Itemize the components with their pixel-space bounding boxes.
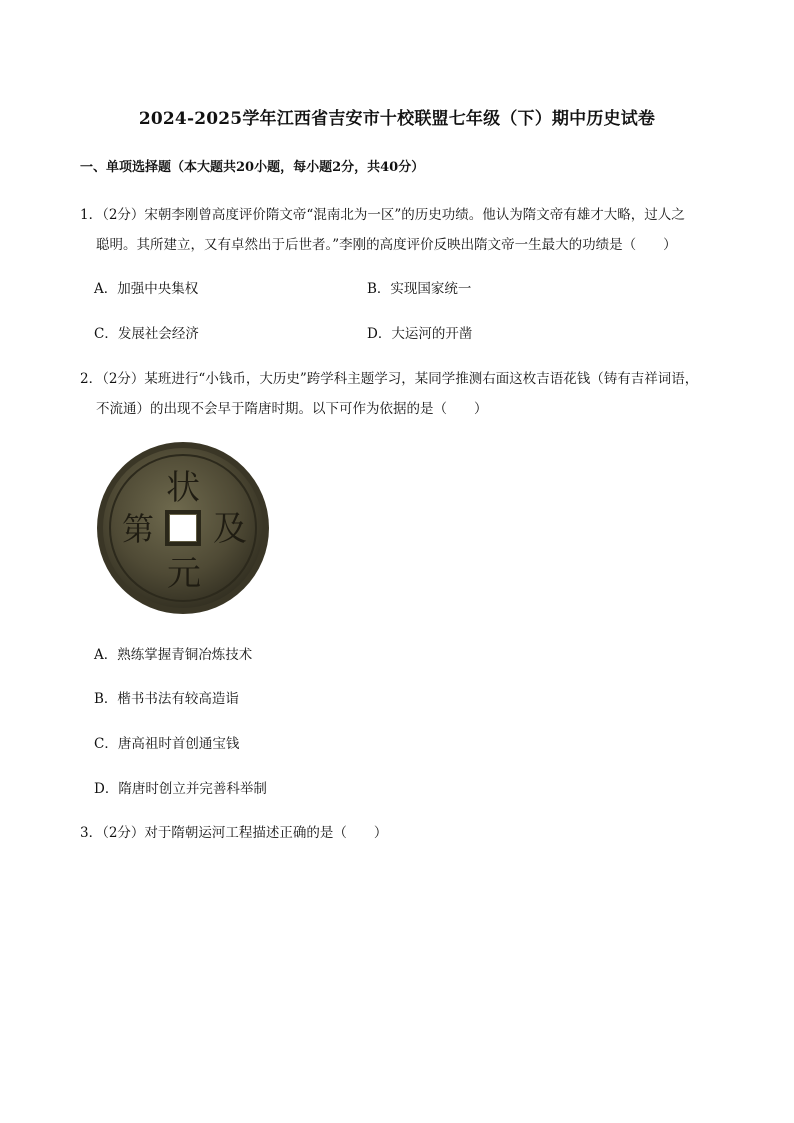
coin-char-bottom: 元 xyxy=(167,554,201,594)
question-1-option-b[interactable]: B．实现国家统一 xyxy=(367,281,472,297)
question-3-line-1: 3．（2分）对于隋朝运河工程描述正确的是（ ） xyxy=(80,825,388,841)
question-2-option-d[interactable]: D．隋唐时创立并完善科举制 xyxy=(94,781,267,797)
question-2-option-b[interactable]: B．楷书书法有较高造诣 xyxy=(94,691,239,707)
question-1-line-2: 聪明。其所建立，又有卓然出于后世者。”李刚的高度评价反映出隋文帝一生最大的功绩是（ ） xyxy=(96,237,677,253)
coin-image xyxy=(96,441,270,615)
question-1-option-c[interactable]: C．发展社会经济 xyxy=(94,326,199,342)
section-heading: 一、单项选择题（本大题共20小题，每小题2分，共40分） xyxy=(80,160,425,175)
question-2-option-c[interactable]: C．唐高祖时首创通宝钱 xyxy=(94,736,240,752)
question-1-option-d[interactable]: D．大运河的开凿 xyxy=(367,326,473,342)
question-2-line-1: 2．（2分）某班进行“小钱币，大历史”跨学科主题学习，某同学推测右面这枚吉语花钱（铸有吉祥词语， xyxy=(80,371,699,387)
question-2-option-a[interactable]: A．熟练掌握青铜冶炼技术 xyxy=(94,647,253,663)
question-1-line-1: 1．（2分）宋朝李刚曾高度评价隋文帝“混南北为一区”的历史功绩。他认为隋文帝有雄才大略，过人之 xyxy=(80,207,685,223)
coin-char-top: 状 xyxy=(166,468,200,508)
coin-char-left: 第 xyxy=(121,510,155,548)
question-1-option-a[interactable]: A．加强中央集权 xyxy=(94,281,199,297)
question-2-line-2: 不流通）的出现不会早于隋唐时期。以下可作为依据的是（ ） xyxy=(96,401,488,417)
coin-char-right: 及 xyxy=(213,509,247,549)
page-title: 2024-2025学年江西省吉安市十校联盟七年级（下）期中历史试卷 xyxy=(138,109,656,129)
